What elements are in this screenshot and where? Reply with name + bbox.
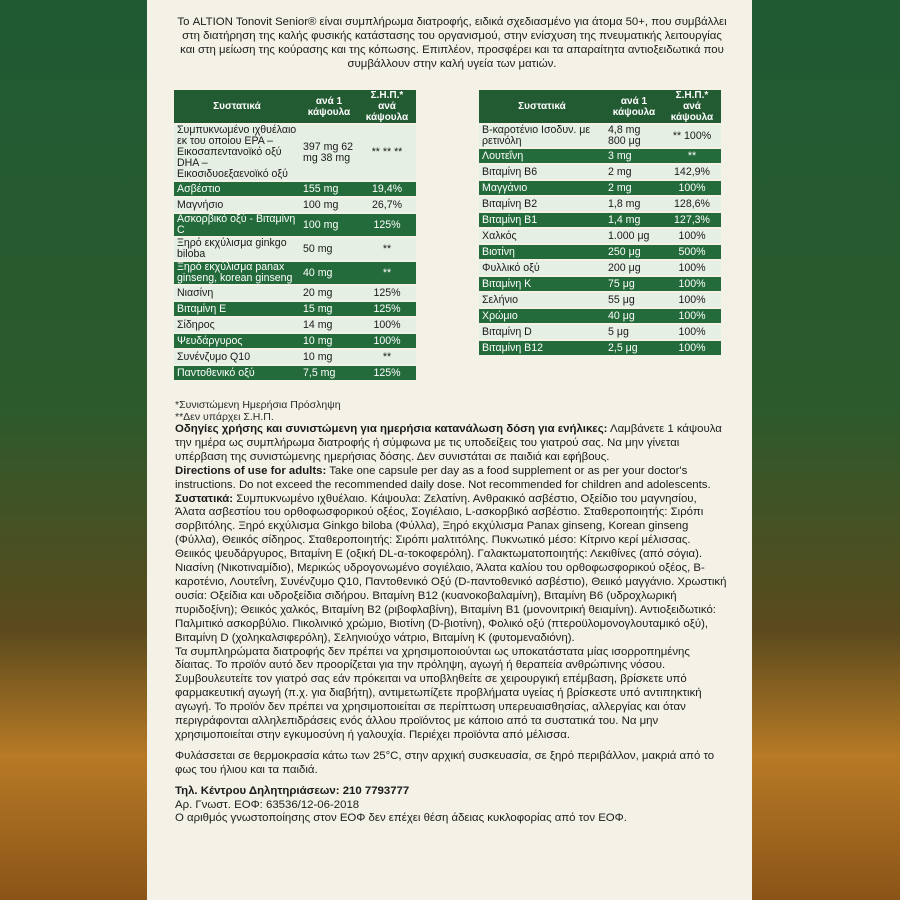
- table-row: [479, 325, 721, 339]
- left-background-border: [0, 0, 147, 900]
- ingredient-name: Λουτεΐνη: [479, 149, 605, 163]
- ingredient-name: Παντοθενικό οξύ: [174, 366, 300, 380]
- ingredient-name: Συμπυκνωμένο ιχθυέλαιο εκ του οποίου ΕΡΑ – Εικοσαπεντανοϊκό οξύ DHA – Εικοσιδυοεξαενοϊκό οξύ: [174, 125, 300, 180]
- table-row: [174, 334, 416, 348]
- table-row: [479, 293, 721, 307]
- table-row: [479, 181, 721, 195]
- ingredient-quantity: 20 mg: [300, 286, 358, 300]
- ingredient-name: Νιασίνη: [174, 286, 300, 300]
- label-body-text: [175, 423, 727, 826]
- table-row: [479, 245, 721, 259]
- ingredient-quantity: 2,5 μg: [605, 341, 663, 355]
- table-row: [174, 262, 416, 284]
- ingredient-name: Βιοτίνη: [479, 245, 605, 259]
- ingredient-rda: 100%: [358, 318, 416, 332]
- footnote-rda: *Συνιστώμενη Ημερήσια Πρόσληψη: [175, 399, 341, 411]
- ingredient-quantity: 7,5 mg: [300, 366, 358, 380]
- ingredient-quantity: 100 mg: [300, 198, 358, 212]
- table-row: [174, 125, 416, 180]
- ingredient-quantity: 10 mg: [300, 350, 358, 364]
- ingredient-rda: 19,4%: [358, 182, 416, 196]
- ingredient-rda: 100%: [663, 293, 721, 307]
- ingredient-rda: 100%: [663, 309, 721, 323]
- ingredient-name: Βιταμίνη Β6: [479, 165, 605, 179]
- ingredient-name: Βιταμίνη Ε: [174, 302, 300, 316]
- ingredient-quantity: 200 μg: [605, 261, 663, 275]
- ingredient-rda: 142,9%: [663, 165, 721, 179]
- col-header-name: Συστατικά: [479, 90, 605, 123]
- eof-note: Ο αριθμός γνωστοποίησης στον ΕΟΦ δεν επέχει θέση άδειας κυκλοφορίας από τον ΕΟΦ.: [175, 812, 627, 825]
- storage-text: Φυλάσσεται σε θερμοκρασία κάτω των 25°C, στην αρχική συσκευασία, σε ξηρό περιβάλλον, μακριά από το φως του ήλιου και τα παιδιά.: [175, 749, 715, 776]
- ingredient-quantity: 4,8 mg 800 μg: [605, 125, 663, 147]
- ingredient-name: Σελήνιο: [479, 293, 605, 307]
- ingredient-name: Μαγγάνιο: [479, 181, 605, 195]
- ingredient-quantity: 55 μg: [605, 293, 663, 307]
- table-row: [174, 198, 416, 212]
- ingredient-rda: 100%: [663, 181, 721, 195]
- intro-text: Το ALTION Tonovit Senior® είναι συμπλήρωμα διατροφής, ειδικά σχεδιασμένο για άτομα 50+, που συμβάλλει στη διατήρηση της καλής φυσικής κατάστασης του οργανισμού, στην ενίσχυση της πνευματικής λειτουργίας και στη μείωση της κούρασης και της κόπωσης. Επιπλέον, προσφέρει και τα απαραίτητα αντιοξειδωτικά που συμβάλλουν στην καλή υγεία των ματιών.: [177, 16, 727, 70]
- directions-greek-text: Λαμβάνετε 1 κάψουλα την ημέρα ως συμπλήρωμα διατροφής ή σύμφωνα με τις υποδείξεις του γιατρού σας. Να μην γίνεται υπέρβαση της συνιστώμενης ημερήσιας δόσης. Δεν συνιστάται σε παιδιά και εφήβους.: [175, 423, 722, 463]
- table-row: [174, 214, 416, 236]
- col-header-name: Συστατικά: [174, 90, 300, 123]
- ingredient-rda: 125%: [358, 214, 416, 236]
- table-row: [479, 229, 721, 243]
- ingredient-rda: **: [358, 262, 416, 284]
- ingredient-quantity: 10 mg: [300, 334, 358, 348]
- ingredient-name: Ξηρό εκχύλισμα ginkgo biloba: [174, 238, 300, 260]
- ingredient-rda: 127,3%: [663, 213, 721, 227]
- table-row: [479, 341, 721, 355]
- ingredient-name: Βιταμίνη Β2: [479, 197, 605, 211]
- table-row: [174, 182, 416, 196]
- ingredient-name: Ξηρό εκχύλισμα panax ginseng, korean ginseng: [174, 262, 300, 284]
- ingredient-name: Μαγνήσιο: [174, 198, 300, 212]
- ingredient-quantity: 1,8 mg: [605, 197, 663, 211]
- ingredient-name: Φυλλικό οξύ: [479, 261, 605, 275]
- table-row: [479, 149, 721, 163]
- ingredient-quantity: 50 mg: [300, 238, 358, 260]
- ingredient-rda: 100%: [663, 341, 721, 355]
- ingredient-name: Βιταμίνη Κ: [479, 277, 605, 291]
- ingredient-rda: 100%: [663, 277, 721, 291]
- ingredient-name: Χρώμιο: [479, 309, 605, 323]
- ingredient-quantity: 3 mg: [605, 149, 663, 163]
- warning-text: Τα συμπληρώματα διατροφής δεν πρέπει να χρησιμοποιούνται ως υποκατάστατα μίας ισορροπημένης δίαιτας. Το προϊόν αυτό δεν προορίζεται για την πρόληψη, αγωγή ή θεραπεία ανθρώπινης νόσου. Συμβουλευτείτε τον γιατρό σας εάν πρόκειται να υποβληθείτε σε χειρουργική επέμβαση, βρίσκετε υπό φαρμακευτική αγωγή (π.χ. για διαβήτη), αντιμετωπίζετε προβλήματα υγείας ή βρίσκεστε υπό αντιπηκτική αγωγή. Το προϊόν δεν πρέπει να χρησιμοποιείται σε περίπτωση υπερευαισθησίας, αλλεργίας και όταν περιγράφονται αλληλεπιδράσεις ενός άλλου προϊόντος με κάποιο από τα συστατικά του. Να μην χρησιμοποιείται στην εγκυμοσύνη ή γαλουχία. Περιέχει προϊόντα από μέλισσα.: [175, 645, 702, 741]
- ingredient-name: Βιταμίνη Β12: [479, 341, 605, 355]
- poison-center-phone: Τηλ. Κέντρου Δηλητηριάσεων: 210 7793777: [175, 784, 410, 797]
- ingredient-quantity: 1.000 μg: [605, 229, 663, 243]
- col-header-rda: Σ.Η.Π.* ανά κάψουλα: [663, 90, 721, 123]
- footnote-no-rda: **Δεν υπάρχει Σ.Η.Π.: [175, 411, 274, 423]
- directions-greek-heading: Οδηγίες χρήσης και συνιστώμενη για ημερήσια κατανάλωση δόση για ενήλικες:: [175, 423, 608, 435]
- table-row: [174, 302, 416, 316]
- ingredient-name: Χαλκός: [479, 229, 605, 243]
- ingredient-quantity: 155 mg: [300, 182, 358, 196]
- directions-english-heading: Directions of use for adults:: [175, 464, 327, 477]
- footnotes: [175, 399, 341, 423]
- ingredient-quantity: 14 mg: [300, 318, 358, 332]
- table-row: [174, 318, 416, 332]
- ingredient-rda: 125%: [358, 286, 416, 300]
- ingredients: [175, 493, 727, 646]
- ingredient-quantity: 2 mg: [605, 165, 663, 179]
- table-row: [174, 366, 416, 380]
- ingredient-name: Ψευδάργυρος: [174, 334, 300, 348]
- right-background-border: [752, 0, 900, 900]
- ingredient-quantity: 100 mg: [300, 214, 358, 236]
- ingredient-rda: 100%: [663, 325, 721, 339]
- ingredient-name: Ασβέστιο: [174, 182, 300, 196]
- col-header-per-capsule: ανά 1 κάψουλα: [605, 90, 663, 123]
- ingredients-text: Συμπυκνωμένο ιχθυέλαιο. Κάψουλα: Ζελατίνη. Ανθρακικό ασβέστιο, Οξείδιο του μαγνησίου, Άλατα ασβεστίου του ορθοφωσφορικού οξέος, Σογιέλαιο, L-ασκορβικό ασβέστιο. Σταθεροποιητής: Σιρόπι σορβιτόλης. Ξηρό εκχύλισμα Ginkgo biloba (Φύλλα), Ξηρό εκχύλισμα Panax ginseng, Korean ginseng (Φύλλα), Θειικός σίδηρος. Σταθεροποιητής: Σιρόπι μαλτιτόλης. Πυκνωτικό μέσο: Κίτρινο κερί μέλισσας. Θειικός ψευδάργυρος, Βιταμίνη Ε (οξική DL-α-τοκοφερόλη). Γαλακτωματοποιητής: Λεκιθίνες (από σόγια). Νιασίνη (Νικοτιναμίδιο), Μερικώς υδρογονωμένο σογιέλαιο, Άλατα καλίου του ορθοφωσφορικού οξέος, Β-καροτένιο, Λουτεΐνη, Συνένζυμο Q10, Παντοθενικό Οξύ (D-παντοθενικό ασβέστιο), Θειικό μαγγάνιο. Χρωστική ουσία: Οξείδια και υδροξείδια σιδήρου. Βιταμίνη Β12 (κυανοκοβαλαμίνη), Βιταμίνη Β6 (υδροχλωρική πυριδοξίνη); Θειικός χαλκός, Βιταμίνη Β2 (ριβοφλαβίνη), Βιταμίνη Β1 (μονονιτρική θειαμίνη). Αντιοξειδωτικό: Παλμιτικό ασκορβύλιο. Πικολινικό χρώμιο, Βιοτίνη (D-βιοτίνη), Φολικό οξύ (πτεροϋλομονογλουταμικό οξύ), Βιταμίνη D (χοληκαλσιφερόλη), Σεληνιούχο νάτριο, Βιταμίνη Κ (φυτομεναδιόνη).: [175, 492, 727, 644]
- table-row: [479, 213, 721, 227]
- ingredient-quantity: 40 mg: [300, 262, 358, 284]
- eof-number: Αρ. Γνωστ. ΕΟΦ: 63536/12-06-2018: [175, 798, 360, 811]
- ingredient-rda: 128,6%: [663, 197, 721, 211]
- directions-greek: [175, 423, 727, 465]
- table-row: [479, 165, 721, 179]
- col-header-rda: Σ.Η.Π.* ανά κάψουλα: [358, 90, 416, 123]
- ingredient-rda: 100%: [663, 229, 721, 243]
- directions-english: [175, 465, 727, 493]
- ingredient-rda: **: [358, 350, 416, 364]
- ingredient-quantity: 397 mg 62 mg 38 mg: [300, 125, 358, 180]
- ingredient-name: Β-καροτένιο Ισοδυν. με ρετινόλη: [479, 125, 605, 147]
- ingredient-rda: **: [663, 149, 721, 163]
- nutrition-table-left: [174, 88, 416, 382]
- ingredients-heading: Συστατικά:: [175, 492, 234, 505]
- col-header-per-capsule: ανά 1 κάψουλα: [300, 90, 358, 123]
- ingredient-rda: 500%: [663, 245, 721, 259]
- table-row: [479, 309, 721, 323]
- ingredient-rda: 125%: [358, 366, 416, 380]
- ingredient-rda: ** 100%: [663, 125, 721, 147]
- label-panel: [147, 0, 752, 900]
- ingredient-name: Συνένζυμο Q10: [174, 350, 300, 364]
- ingredient-quantity: 5 μg: [605, 325, 663, 339]
- ingredient-quantity: 40 μg: [605, 309, 663, 323]
- ingredient-quantity: 75 μg: [605, 277, 663, 291]
- table-row: [174, 238, 416, 260]
- directions-english-text: Take one capsule per day as a food supplement or as per your doctor's instructions. Do not exceed the recommended daily dose. Not recommended for children and adolescents.: [175, 464, 711, 491]
- ingredient-name: Σίδηρος: [174, 318, 300, 332]
- ingredient-name: Βιταμίνη D: [479, 325, 605, 339]
- table-row: [479, 277, 721, 291]
- ingredient-quantity: 2 mg: [605, 181, 663, 195]
- ingredient-name: Βιταμίνη Β1: [479, 213, 605, 227]
- table-row: [479, 197, 721, 211]
- nutrition-table-right: [479, 88, 721, 357]
- ingredient-rda: ** ** **: [358, 125, 416, 180]
- table-row: [174, 286, 416, 300]
- ingredient-quantity: 1,4 mg: [605, 213, 663, 227]
- table-row: [479, 125, 721, 147]
- ingredient-rda: 100%: [358, 334, 416, 348]
- table-row: [479, 261, 721, 275]
- ingredient-rda: 125%: [358, 302, 416, 316]
- ingredient-rda: 26,7%: [358, 198, 416, 212]
- ingredient-rda: 100%: [663, 261, 721, 275]
- ingredient-rda: **: [358, 238, 416, 260]
- ingredient-quantity: 250 μg: [605, 245, 663, 259]
- ingredient-quantity: 15 mg: [300, 302, 358, 316]
- ingredient-name: Ασκορβικό οξύ - Βιταμίνη C: [174, 214, 300, 236]
- table-row: [174, 350, 416, 364]
